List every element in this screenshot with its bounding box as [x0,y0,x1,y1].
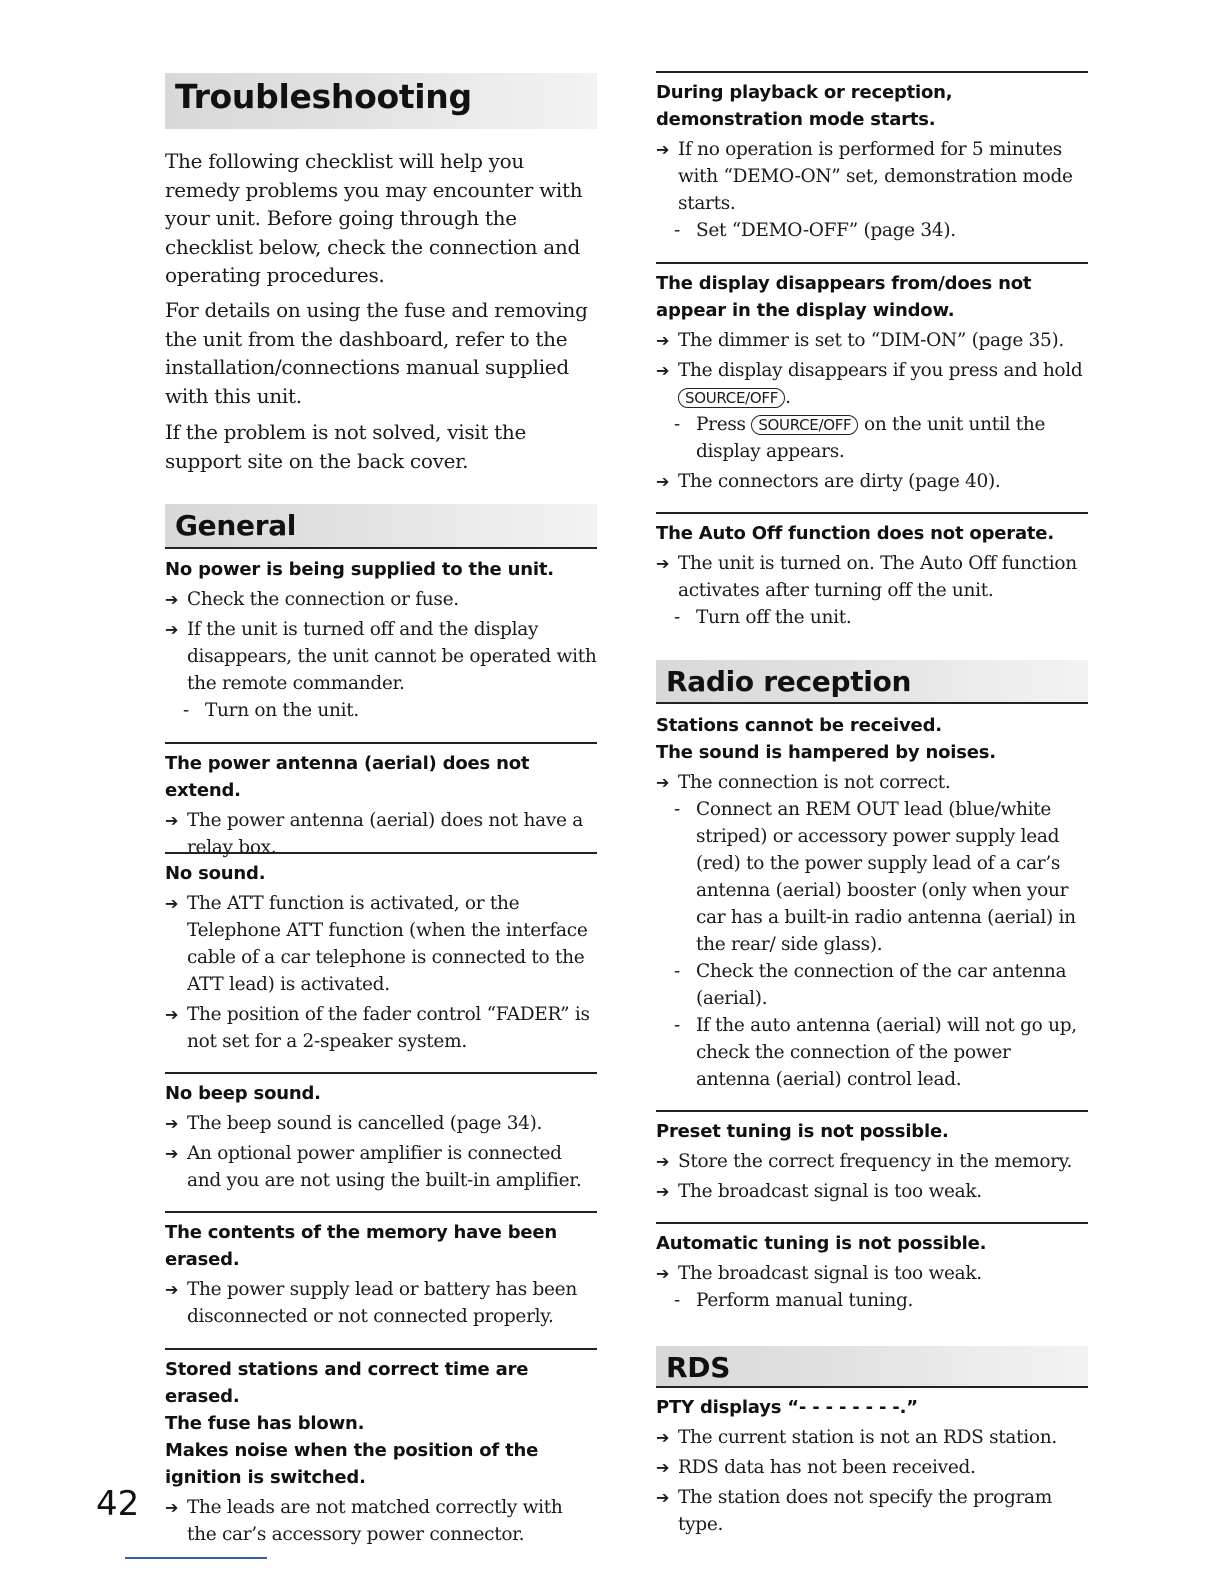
radio-heading: Radio reception [666,665,912,698]
page-number: 42 [96,1484,140,1524]
remedy: ➔ The beep sound is cancelled (page 34). [165,1110,597,1137]
remedy: ➔ The leads are not matched correctly with the car’s accessory power connector. [165,1494,597,1548]
trouble-item [165,1072,597,1194]
problem-heading: The contents of the memory have been erased. [165,1222,558,1270]
remedy: ➔ The broadcast signal is too weak. [656,1178,1088,1205]
arrow-right-icon: ➔ [165,1498,179,1517]
remedy: ➔ The position of the fader control “FADER” is not set for a 2-speaker system. [165,1001,597,1055]
arrow-right-icon: ➔ [165,1280,179,1299]
trouble-item [165,742,597,861]
problem-heading: Makes noise when the position of the ignition is switched. [165,1440,539,1488]
page-title-banner [165,73,597,129]
remedy: ➔ If no operation is performed for 5 minutes with “DEMO-ON” set, demonstration mode starts. [656,136,1088,217]
problem-heading: PTY displays “- - - - - - - -.” [656,1397,918,1418]
arrow-right-icon: ➔ [656,1458,670,1477]
remedy: ➔ The ATT function is activated, or the Telephone ATT function (when the interface cable of a car telephone is connected to the ATT lead) is activated. [165,890,597,998]
problem-heading: Stored stations and correct time are erased. [165,1359,529,1407]
trouble-item [656,71,1088,244]
arrow-right-icon: ➔ [165,1144,179,1163]
general-heading: General [175,509,297,542]
problem-heading: The power antenna (aerial) does not extend. [165,753,530,801]
arrow-right-icon: ➔ [656,140,670,159]
arrow-right-icon: ➔ [656,1152,670,1171]
footer-rule [125,1557,267,1559]
remedy: ➔ Check the connection or fuse. [165,586,597,613]
arrow-right-icon: ➔ [656,773,670,792]
remedy-step: - Set “DEMO-OFF” (page 34). [674,220,956,241]
remedy: ➔ RDS data has not been received. [656,1454,1088,1481]
arrow-right-icon: ➔ [656,361,670,380]
remedy: ➔ The connectors are dirty (page 40). [656,468,1088,495]
remedy: ➔ The broadcast signal is too weak. [656,1260,1088,1287]
general-section-header [165,504,597,549]
remedy: ➔ The dimmer is set to “DIM-ON” (page 35). [656,327,1088,354]
rds-heading: RDS [666,1351,731,1384]
rds-section-header [656,1346,1088,1388]
problem-heading: During playback or reception, demonstration mode starts. [656,82,953,130]
trouble-item [656,1110,1088,1205]
remedy: ➔ The station does not specify the program type. [656,1484,1088,1538]
trouble-item [165,550,597,724]
remedy-step: - Check the connection of the car antenna (aerial). [674,961,1067,1009]
problem-heading: The sound is hampered by noises. [656,742,996,763]
arrow-right-icon: ➔ [656,1182,670,1201]
remedy: ➔ The display disappears if you press and hold SOURCE/OFF . [656,357,1088,411]
arrow-right-icon: ➔ [656,554,670,573]
remedy-step: - Press SOURCE/OFF on the unit until the display appears. [674,414,1046,462]
arrow-right-icon: ➔ [165,894,179,913]
arrow-right-icon: ➔ [656,331,670,350]
problem-heading: Stations cannot be received. [656,715,942,736]
trouble-item [656,1222,1088,1314]
arrow-right-icon: ➔ [656,472,670,491]
trouble-item [165,1211,597,1330]
intro-paragraph-3: If the problem is not solved, visit the support site on the back cover. [165,420,527,473]
intro-paragraph-2: For details on using the fuse and removing the unit from the dashboard, refer to the installation/connections manual supplied with this unit. [165,298,588,408]
remedy: ➔ The power supply lead or battery has been disconnected or not connected properly. [165,1276,597,1330]
intro-paragraph-1: The following checklist will help you remedy problems you may encounter with your unit. Before going through the checklist below, check the connection and operating procedures. [165,149,583,287]
problem-heading: Automatic tuning is not possible. [656,1233,987,1254]
remedy: ➔ An optional power amplifier is connected and you are not using the built-in amplifier. [165,1140,597,1194]
trouble-item [656,706,1088,1093]
remedy-step: - If the auto antenna (aerial) will not go up, check the connection of the power antenna (aerial) control lead. [674,1015,1077,1090]
trouble-item [656,512,1088,631]
arrow-right-icon: ➔ [165,811,179,830]
trouble-item [656,262,1088,495]
problem-heading: Preset tuning is not possible. [656,1121,949,1142]
arrow-right-icon: ➔ [165,1005,179,1024]
remedy-step: - Turn on the unit. [183,700,359,721]
remedy: ➔ The power antenna (aerial) does not have a relay box. [165,807,597,861]
problem-heading: No sound. [165,863,266,884]
problem-heading: The display disappears from/does not appear in the display window. [656,273,1032,321]
problem-heading: No beep sound. [165,1083,321,1104]
source-off-button: SOURCE/OFF [678,388,785,408]
remedy-step: - Perform manual tuning. [674,1290,914,1311]
remedy: ➔ If the unit is turned off and the display disappears, the unit cannot be operated with the remote commander. [165,616,597,697]
source-off-button: SOURCE/OFF [751,415,858,435]
remedy: ➔ The unit is turned on. The Auto Off function activates after turning off the unit. [656,550,1088,604]
remedy-step: - Connect an REM OUT lead (blue/white striped) or accessory power supply lead (red) to the power supply lead of a car’s antenna (aerial) booster (only when your car has a built-in radio antenna (aerial) in the rear/ side glass). [674,799,1076,955]
arrow-right-icon: ➔ [656,1488,670,1507]
remedy: ➔ The connection is not correct. [656,769,1088,796]
remedy: ➔ The current station is not an RDS station. [656,1424,1088,1451]
remedy-step: - Turn off the unit. [674,607,852,628]
arrow-right-icon: ➔ [165,620,179,639]
arrow-right-icon: ➔ [165,590,179,609]
page-title: Troubleshooting [175,77,472,116]
remedy: ➔ Store the correct frequency in the memory. [656,1148,1088,1175]
problem-heading: The Auto Off function does not operate. [656,523,1054,544]
trouble-item [656,1388,1088,1538]
radio-section-header [656,660,1088,704]
problem-heading: No power is being supplied to the unit. [165,559,554,580]
arrow-right-icon: ➔ [656,1428,670,1447]
arrow-right-icon: ➔ [656,1264,670,1283]
trouble-item [165,852,597,1055]
trouble-item [165,1348,597,1548]
arrow-right-icon: ➔ [165,1114,179,1133]
problem-heading: The fuse has blown. [165,1413,365,1434]
